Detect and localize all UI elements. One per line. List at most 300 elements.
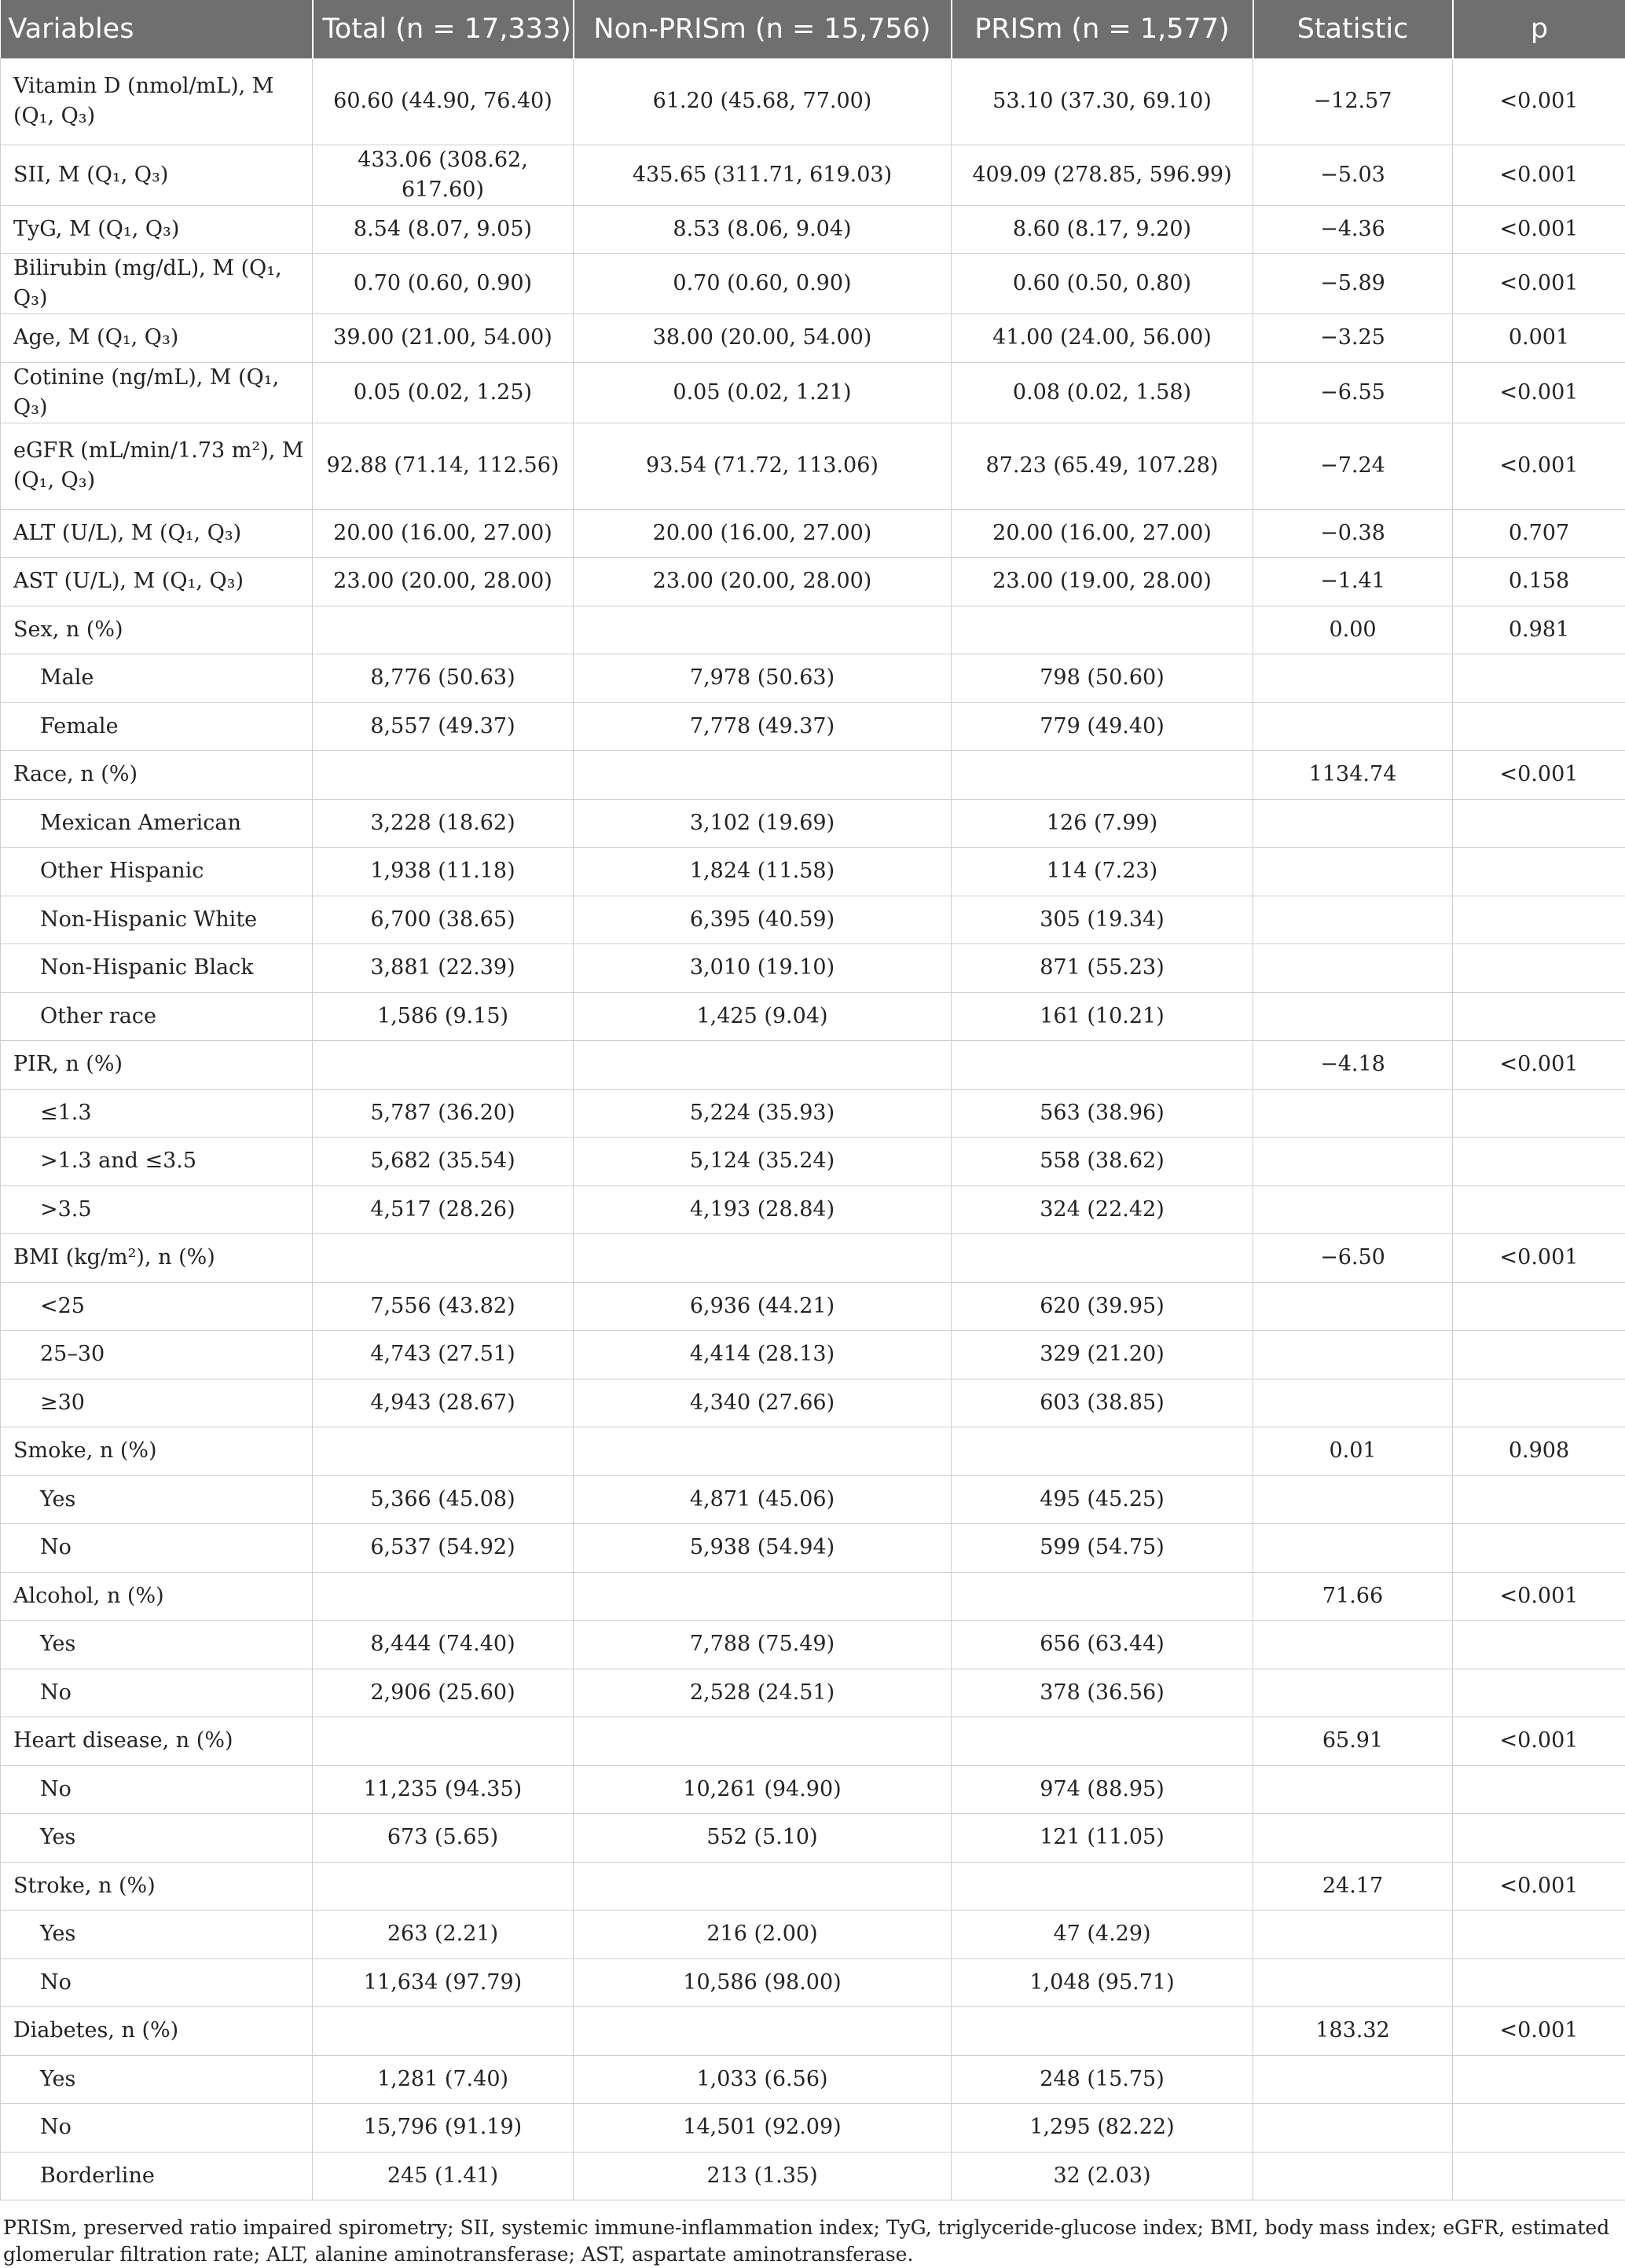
statistic-cell (1253, 1379, 1453, 1427)
statistic-cell: −6.50 (1253, 1234, 1453, 1283)
variable-cell: Bilirubin (mg/dL), M (Q₁, Q₃) (1, 254, 313, 314)
prism-cell: 126 (7.99) (952, 799, 1253, 848)
p-value-cell (1453, 1379, 1625, 1427)
statistic-cell: 65.91 (1253, 1717, 1453, 1766)
total-cell: 60.60 (44.90, 76.40) (313, 58, 574, 145)
table-header-row (1, 0, 1625, 58)
total-cell: 5,787 (36.20) (313, 1089, 574, 1138)
table-row (1, 2104, 1625, 2153)
table-row (1, 1862, 1625, 1911)
variable-cell: BMI (kg/m²), n (%) (1, 1234, 313, 1283)
total-cell: 1,938 (11.18) (313, 848, 574, 896)
non-prism-cell: 216 (2.00) (574, 1911, 952, 1959)
statistic-cell (1253, 848, 1453, 896)
variable-cell: Alcohol, n (%) (1, 1572, 313, 1621)
p-value-cell (1453, 896, 1625, 944)
total-cell (313, 1717, 574, 1766)
statistic-cell: 183.32 (1253, 2007, 1453, 2056)
table-row (1, 896, 1625, 944)
p-value-cell: <0.001 (1453, 1862, 1625, 1911)
total-cell (313, 1427, 574, 1476)
variable-cell: Female (1, 702, 313, 751)
non-prism-cell: 14,501 (92.09) (574, 2104, 952, 2153)
total-cell: 4,743 (27.51) (313, 1331, 574, 1379)
variable-cell: Yes (1, 1621, 313, 1669)
table-row (1, 1717, 1625, 1766)
non-prism-cell: 6,936 (44.21) (574, 1282, 952, 1331)
prism-cell: 798 (50.60) (952, 654, 1253, 703)
p-value-cell: <0.001 (1453, 1041, 1625, 1090)
variable-cell: Yes (1, 2055, 313, 2104)
non-prism-cell (574, 606, 952, 654)
total-cell: 8,557 (49.37) (313, 702, 574, 751)
total-cell: 5,366 (45.08) (313, 1475, 574, 1524)
table-row (1, 1185, 1625, 1234)
non-prism-cell: 23.00 (20.00, 28.00) (574, 558, 952, 606)
table-row (1, 848, 1625, 896)
statistic-cell (1253, 702, 1453, 751)
prism-cell: 329 (21.20) (952, 1331, 1253, 1379)
statistic-cell (1253, 1814, 1453, 1863)
prism-cell: 23.00 (19.00, 28.00) (952, 558, 1253, 606)
total-cell: 4,943 (28.67) (313, 1379, 574, 1427)
variable-cell: ≤1.3 (1, 1089, 313, 1138)
non-prism-cell: 10,261 (94.90) (574, 1765, 952, 1814)
total-cell: 8,776 (50.63) (313, 654, 574, 703)
variable-cell: No (1, 1669, 313, 1717)
statistic-cell: −5.89 (1253, 254, 1453, 314)
p-value-cell (1453, 1765, 1625, 1814)
p-value-cell: <0.001 (1453, 205, 1625, 254)
prism-cell (952, 1041, 1253, 1090)
table-row (1, 1524, 1625, 1573)
table-row (1, 1475, 1625, 1524)
statistic-cell (1253, 2104, 1453, 2153)
total-cell: 3,881 (22.39) (313, 944, 574, 993)
total-cell: 0.05 (0.02, 1.25) (313, 362, 574, 423)
statistic-cell: −12.57 (1253, 58, 1453, 145)
statistic-cell (1253, 1669, 1453, 1717)
p-value-cell: <0.001 (1453, 254, 1625, 314)
p-value-cell (1453, 2152, 1625, 2200)
total-cell: 5,682 (35.54) (313, 1138, 574, 1186)
table-row (1, 205, 1625, 254)
variable-cell: Yes (1, 1475, 313, 1524)
p-value-cell: 0.908 (1453, 1427, 1625, 1476)
prism-cell (952, 606, 1253, 654)
table-row (1, 702, 1625, 751)
prism-cell (952, 1234, 1253, 1283)
prism-cell: 656 (63.44) (952, 1621, 1253, 1669)
table-row (1, 509, 1625, 558)
variable-cell: AST (U/L), M (Q₁, Q₃) (1, 558, 313, 606)
total-cell: 3,228 (18.62) (313, 799, 574, 848)
p-value-cell (1453, 1185, 1625, 1234)
statistic-cell: 71.66 (1253, 1572, 1453, 1621)
p-value-cell (1453, 944, 1625, 993)
total-cell: 23.00 (20.00, 28.00) (313, 558, 574, 606)
p-value-cell (1453, 1331, 1625, 1379)
total-cell: 673 (5.65) (313, 1814, 574, 1863)
p-value-cell: <0.001 (1453, 362, 1625, 423)
table-row (1, 58, 1625, 145)
statistic-cell: −0.38 (1253, 509, 1453, 558)
header-non-prism: Non-PRISm (n = 15,756) (574, 0, 952, 58)
prism-cell: 114 (7.23) (952, 848, 1253, 896)
total-cell: 6,537 (54.92) (313, 1524, 574, 1573)
variable-cell: Diabetes, n (%) (1, 2007, 313, 2056)
total-cell: 2,906 (25.60) (313, 1669, 574, 1717)
variable-cell: Cotinine (ng/mL), M (Q₁, Q₃) (1, 362, 313, 423)
variable-cell: eGFR (mL/min/1.73 m²), M (Q₁, Q₃) (1, 423, 313, 509)
table-row (1, 145, 1625, 205)
table-row (1, 944, 1625, 993)
table-row (1, 1282, 1625, 1331)
non-prism-cell: 1,425 (9.04) (574, 992, 952, 1041)
statistic-cell: −4.18 (1253, 1041, 1453, 1090)
non-prism-cell: 5,938 (54.94) (574, 1524, 952, 1573)
prism-cell (952, 1572, 1253, 1621)
non-prism-cell (574, 1234, 952, 1283)
statistic-cell (1253, 1331, 1453, 1379)
p-value-cell (1453, 1475, 1625, 1524)
total-cell (313, 751, 574, 800)
statistic-cell (1253, 1185, 1453, 1234)
statistic-cell (1253, 2055, 1453, 2104)
variable-cell: Non-Hispanic White (1, 896, 313, 944)
total-cell: 245 (1.41) (313, 2152, 574, 2200)
non-prism-cell: 5,224 (35.93) (574, 1089, 952, 1138)
variable-cell: >3.5 (1, 1185, 313, 1234)
statistic-cell: 0.00 (1253, 606, 1453, 654)
total-cell: 20.00 (16.00, 27.00) (313, 509, 574, 558)
variable-cell: Non-Hispanic Black (1, 944, 313, 993)
p-value-cell (1453, 1138, 1625, 1186)
variable-cell: No (1, 1958, 313, 2007)
non-prism-cell: 6,395 (40.59) (574, 896, 952, 944)
total-cell: 263 (2.21) (313, 1911, 574, 1959)
variable-cell: Mexican American (1, 799, 313, 848)
statistic-cell: −5.03 (1253, 145, 1453, 205)
non-prism-cell: 20.00 (16.00, 27.00) (574, 509, 952, 558)
variable-cell: Other race (1, 992, 313, 1041)
statistic-cell (1253, 2152, 1453, 2200)
table-row (1, 2152, 1625, 2200)
p-value-cell: 0.158 (1453, 558, 1625, 606)
p-value-cell (1453, 1621, 1625, 1669)
variable-cell: No (1, 1765, 313, 1814)
total-cell: 1,586 (9.15) (313, 992, 574, 1041)
table-row (1, 1427, 1625, 1476)
table-row (1, 1041, 1625, 1090)
non-prism-cell: 7,978 (50.63) (574, 654, 952, 703)
header-p: p (1453, 0, 1625, 58)
prism-cell: 248 (15.75) (952, 2055, 1253, 2104)
non-prism-cell: 10,586 (98.00) (574, 1958, 952, 2007)
table-row (1, 1331, 1625, 1379)
table-footnote: PRISm, preserved ratio impaired spirometry; SII, systemic immune-inflammation index; TyG, triglyceride-glucose index; BMI, body mass index; eGFR, estimated glomerular filtration rate; ALT, alanine aminotransferase; AST, aspartate aminotransferase. (0, 2200, 1625, 2268)
p-value-cell: <0.001 (1453, 423, 1625, 509)
prism-cell: 599 (54.75) (952, 1524, 1253, 1573)
non-prism-cell: 8.53 (8.06, 9.04) (574, 205, 952, 254)
prism-cell (952, 1717, 1253, 1766)
prism-cell: 563 (38.96) (952, 1089, 1253, 1138)
statistic-cell (1253, 1282, 1453, 1331)
total-cell: 7,556 (43.82) (313, 1282, 574, 1331)
prism-cell: 32 (2.03) (952, 2152, 1253, 2200)
variable-cell: ≥30 (1, 1379, 313, 1427)
statistic-cell: 1134.74 (1253, 751, 1453, 800)
prism-cell (952, 1862, 1253, 1911)
table-row (1, 1814, 1625, 1863)
p-value-cell (1453, 1089, 1625, 1138)
variable-cell: ALT (U/L), M (Q₁, Q₃) (1, 509, 313, 558)
variable-cell: PIR, n (%) (1, 1041, 313, 1090)
non-prism-cell: 4,414 (28.13) (574, 1331, 952, 1379)
p-value-cell (1453, 2055, 1625, 2104)
statistic-cell (1253, 654, 1453, 703)
non-prism-cell (574, 2007, 952, 2056)
p-value-cell: 0.981 (1453, 606, 1625, 654)
header-statistic: Statistic (1253, 0, 1453, 58)
variable-cell: Race, n (%) (1, 751, 313, 800)
p-value-cell (1453, 654, 1625, 703)
prism-cell: 87.23 (65.49, 107.28) (952, 423, 1253, 509)
prism-cell: 1,295 (82.22) (952, 2104, 1253, 2153)
prism-cell: 974 (88.95) (952, 1765, 1253, 1814)
table-row (1, 423, 1625, 509)
header-prism: PRISm (n = 1,577) (952, 0, 1253, 58)
total-cell (313, 1041, 574, 1090)
non-prism-cell: 3,010 (19.10) (574, 944, 952, 993)
statistic-cell: 24.17 (1253, 1862, 1453, 1911)
non-prism-cell: 61.20 (45.68, 77.00) (574, 58, 952, 145)
p-value-cell: <0.001 (1453, 2007, 1625, 2056)
non-prism-cell: 552 (5.10) (574, 1814, 952, 1863)
table-body (1, 58, 1625, 2200)
statistic-cell: −1.41 (1253, 558, 1453, 606)
table-row (1, 654, 1625, 703)
total-cell (313, 606, 574, 654)
prism-cell: 305 (19.34) (952, 896, 1253, 944)
non-prism-cell: 4,340 (27.66) (574, 1379, 952, 1427)
table-row (1, 992, 1625, 1041)
total-cell (313, 1572, 574, 1621)
non-prism-cell: 1,033 (6.56) (574, 2055, 952, 2104)
statistic-cell (1253, 1138, 1453, 1186)
prism-cell: 121 (11.05) (952, 1814, 1253, 1863)
prism-cell: 41.00 (24.00, 56.00) (952, 314, 1253, 363)
total-cell: 1,281 (7.40) (313, 2055, 574, 2104)
header-total: Total (n = 17,333) (313, 0, 574, 58)
non-prism-cell: 93.54 (71.72, 113.06) (574, 423, 952, 509)
non-prism-cell (574, 1427, 952, 1476)
table-row (1, 1958, 1625, 2007)
total-cell: 92.88 (71.14, 112.56) (313, 423, 574, 509)
total-cell (313, 1234, 574, 1283)
table-row (1, 2055, 1625, 2104)
prism-cell: 161 (10.21) (952, 992, 1253, 1041)
p-value-cell (1453, 702, 1625, 751)
p-value-cell: <0.001 (1453, 1717, 1625, 1766)
p-value-cell: <0.001 (1453, 145, 1625, 205)
non-prism-cell: 0.70 (0.60, 0.90) (574, 254, 952, 314)
table-row (1, 1911, 1625, 1959)
p-value-cell (1453, 1524, 1625, 1573)
total-cell: 4,517 (28.26) (313, 1185, 574, 1234)
p-value-cell (1453, 1282, 1625, 1331)
variable-cell: Smoke, n (%) (1, 1427, 313, 1476)
total-cell: 8,444 (74.40) (313, 1621, 574, 1669)
variable-cell: SII, M (Q₁, Q₃) (1, 145, 313, 205)
total-cell: 11,235 (94.35) (313, 1765, 574, 1814)
prism-cell: 409.09 (278.85, 596.99) (952, 145, 1253, 205)
prism-cell: 378 (36.56) (952, 1669, 1253, 1717)
total-cell: 8.54 (8.07, 9.05) (313, 205, 574, 254)
total-cell (313, 2007, 574, 2056)
variable-cell: Sex, n (%) (1, 606, 313, 654)
table-row (1, 558, 1625, 606)
statistic-cell: −7.24 (1253, 423, 1453, 509)
variable-cell: Yes (1, 1814, 313, 1863)
p-value-cell: 0.707 (1453, 509, 1625, 558)
table-row (1, 254, 1625, 314)
variable-cell: 25–30 (1, 1331, 313, 1379)
statistic-cell (1253, 992, 1453, 1041)
p-value-cell (1453, 2104, 1625, 2153)
p-value-cell (1453, 1669, 1625, 1717)
prism-cell: 0.08 (0.02, 1.58) (952, 362, 1253, 423)
non-prism-cell: 7,788 (75.49) (574, 1621, 952, 1669)
prism-cell (952, 1427, 1253, 1476)
variable-cell: TyG, M (Q₁, Q₃) (1, 205, 313, 254)
statistic-cell (1253, 799, 1453, 848)
p-value-cell: <0.001 (1453, 1572, 1625, 1621)
prism-cell (952, 751, 1253, 800)
table-row (1, 751, 1625, 800)
variable-cell: Other Hispanic (1, 848, 313, 896)
table-row (1, 2007, 1625, 2056)
non-prism-cell: 2,528 (24.51) (574, 1669, 952, 1717)
statistic-cell (1253, 1958, 1453, 2007)
non-prism-cell (574, 1572, 952, 1621)
p-value-cell: <0.001 (1453, 1234, 1625, 1283)
non-prism-cell: 1,824 (11.58) (574, 848, 952, 896)
prism-cell: 1,048 (95.71) (952, 1958, 1253, 2007)
statistic-cell (1253, 944, 1453, 993)
prism-cell: 871 (55.23) (952, 944, 1253, 993)
table-row (1, 1669, 1625, 1717)
table-row (1, 1621, 1625, 1669)
p-value-cell (1453, 799, 1625, 848)
prism-cell: 0.60 (0.50, 0.80) (952, 254, 1253, 314)
p-value-cell (1453, 1911, 1625, 1959)
total-cell (313, 1862, 574, 1911)
prism-cell: 779 (49.40) (952, 702, 1253, 751)
prism-cell: 20.00 (16.00, 27.00) (952, 509, 1253, 558)
prism-cell: 324 (22.42) (952, 1185, 1253, 1234)
prism-cell: 603 (38.85) (952, 1379, 1253, 1427)
p-value-cell (1453, 992, 1625, 1041)
header-variables: Variables (1, 0, 313, 58)
non-prism-cell: 4,193 (28.84) (574, 1185, 952, 1234)
table-row (1, 606, 1625, 654)
statistic-cell (1253, 1911, 1453, 1959)
p-value-cell (1453, 1814, 1625, 1863)
p-value-cell (1453, 1958, 1625, 2007)
table-row (1, 799, 1625, 848)
table-row (1, 1572, 1625, 1621)
non-prism-cell: 0.05 (0.02, 1.21) (574, 362, 952, 423)
variable-cell: Yes (1, 1911, 313, 1959)
p-value-cell (1453, 848, 1625, 896)
statistic-cell (1253, 1089, 1453, 1138)
prism-cell: 620 (39.95) (952, 1282, 1253, 1331)
non-prism-cell (574, 1041, 952, 1090)
variable-cell: <25 (1, 1282, 313, 1331)
total-cell: 0.70 (0.60, 0.90) (313, 254, 574, 314)
non-prism-cell: 213 (1.35) (574, 2152, 952, 2200)
prism-cell: 53.10 (37.30, 69.10) (952, 58, 1253, 145)
variable-cell: No (1, 2104, 313, 2153)
p-value-cell: <0.001 (1453, 751, 1625, 800)
prism-cell (952, 2007, 1253, 2056)
non-prism-cell: 435.65 (311.71, 619.03) (574, 145, 952, 205)
non-prism-cell (574, 751, 952, 800)
prism-cell: 8.60 (8.17, 9.20) (952, 205, 1253, 254)
variable-cell: Age, M (Q₁, Q₃) (1, 314, 313, 363)
p-value-cell: <0.001 (1453, 58, 1625, 145)
total-cell: 15,796 (91.19) (313, 2104, 574, 2153)
variable-cell: Vitamin D (nmol/mL), M (Q₁, Q₃) (1, 58, 313, 145)
table-row (1, 1138, 1625, 1186)
statistic-cell: −4.36 (1253, 205, 1453, 254)
variable-cell: >1.3 and ≤3.5 (1, 1138, 313, 1186)
non-prism-cell: 7,778 (49.37) (574, 702, 952, 751)
variable-cell: Heart disease, n (%) (1, 1717, 313, 1766)
variable-cell: Stroke, n (%) (1, 1862, 313, 1911)
non-prism-cell: 38.00 (20.00, 54.00) (574, 314, 952, 363)
statistic-cell (1253, 896, 1453, 944)
non-prism-cell: 4,871 (45.06) (574, 1475, 952, 1524)
table-row (1, 1379, 1625, 1427)
non-prism-cell (574, 1717, 952, 1766)
statistic-cell (1253, 1475, 1453, 1524)
variable-cell: Borderline (1, 2152, 313, 2200)
prism-cell: 47 (4.29) (952, 1911, 1253, 1959)
table-row (1, 1234, 1625, 1283)
p-value-cell: 0.001 (1453, 314, 1625, 363)
non-prism-cell: 5,124 (35.24) (574, 1138, 952, 1186)
statistic-cell: −3.25 (1253, 314, 1453, 363)
statistic-cell: −6.55 (1253, 362, 1453, 423)
variable-cell: No (1, 1524, 313, 1573)
prism-cell: 558 (38.62) (952, 1138, 1253, 1186)
total-cell: 11,634 (97.79) (313, 1958, 574, 2007)
statistic-cell (1253, 1621, 1453, 1669)
non-prism-cell (574, 1862, 952, 1911)
statistic-cell (1253, 1524, 1453, 1573)
statistic-cell (1253, 1765, 1453, 1814)
table-row (1, 1765, 1625, 1814)
non-prism-cell: 3,102 (19.69) (574, 799, 952, 848)
table-row (1, 1089, 1625, 1138)
table-row (1, 362, 1625, 423)
statistic-cell: 0.01 (1253, 1427, 1453, 1476)
table-row (1, 314, 1625, 363)
variable-cell: Male (1, 654, 313, 703)
total-cell: 39.00 (21.00, 54.00) (313, 314, 574, 363)
